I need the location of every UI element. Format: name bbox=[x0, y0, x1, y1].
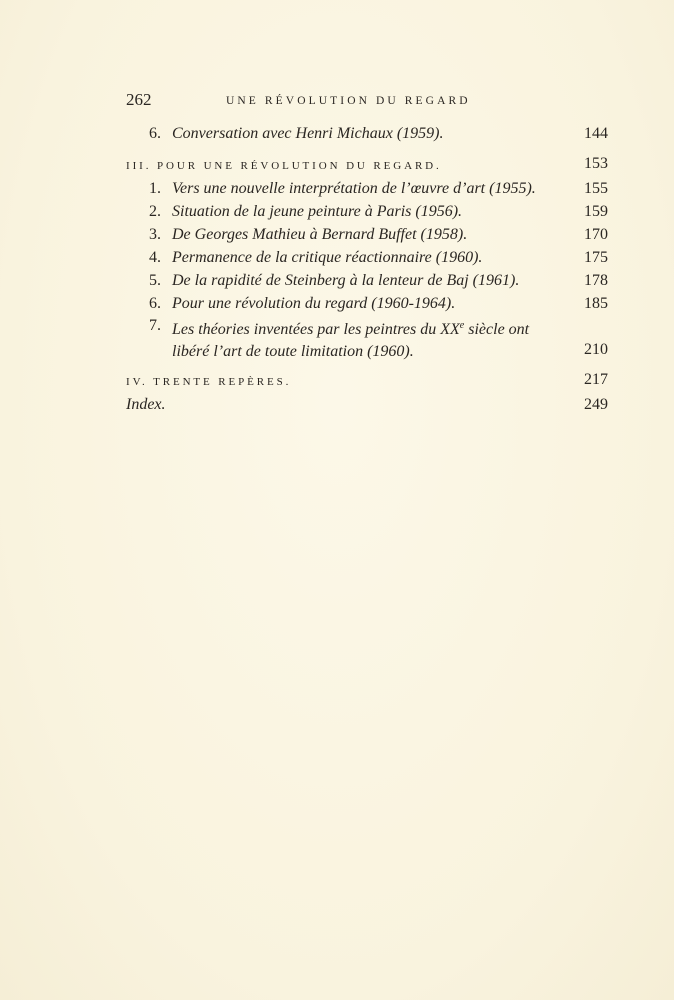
toc-entry-index bbox=[126, 393, 608, 417]
toc-entry bbox=[126, 246, 608, 269]
entry-title: Pour une révolution du regard (1960-1964). bbox=[172, 295, 456, 312]
entry-page: 210 bbox=[584, 341, 608, 358]
page-header bbox=[126, 90, 608, 112]
section-label: IV. TRENTE REPÈRES. bbox=[126, 376, 292, 388]
entry-page: 175 bbox=[584, 249, 608, 266]
entry-number: 6. bbox=[149, 125, 161, 142]
entry-page: 155 bbox=[584, 180, 608, 197]
entry-page: 159 bbox=[584, 203, 608, 220]
running-title: UNE RÉVOLUTION DU REGARD bbox=[226, 95, 471, 107]
toc-entry bbox=[126, 122, 608, 145]
entry-page: 178 bbox=[584, 272, 608, 289]
entry-title: Vers une nouvelle interprétation de l’œuvre d’art (1955). bbox=[172, 180, 536, 197]
section-heading bbox=[126, 151, 608, 177]
entry-number: 6. bbox=[149, 295, 161, 312]
entry-number: 3. bbox=[149, 226, 161, 243]
section-label: III. POUR UNE RÉVOLUTION DU REGARD. bbox=[126, 160, 442, 172]
section-page: 217 bbox=[584, 371, 608, 388]
entry-title: Situation de la jeune peinture à Paris (1956). bbox=[172, 203, 463, 220]
section-page: 153 bbox=[584, 155, 608, 172]
index-label: Index. bbox=[126, 396, 166, 413]
toc-entry bbox=[126, 223, 608, 246]
section-heading bbox=[126, 367, 608, 393]
toc-entry bbox=[126, 177, 608, 200]
entry-number: 4. bbox=[149, 249, 161, 266]
entry-number: 1. bbox=[149, 180, 161, 197]
toc-entry bbox=[126, 200, 608, 223]
entry-page: 170 bbox=[584, 226, 608, 243]
index-page: 249 bbox=[584, 396, 608, 413]
entry-title: De Georges Mathieu à Bernard Buffet (1958). bbox=[172, 226, 468, 243]
entry-title: Les théories inventées par les peintres du XXe siècle ont libéré l’art de toute limitation (1960). bbox=[172, 320, 530, 360]
entry-title: De la rapidité de Steinberg à la lenteur de Baj (1961). bbox=[172, 272, 520, 289]
entry-title: Conversation avec Henri Michaux (1959). bbox=[172, 125, 444, 142]
toc-entry bbox=[126, 315, 608, 361]
table-of-contents bbox=[126, 122, 608, 417]
entry-page: 185 bbox=[584, 295, 608, 312]
toc-entry bbox=[126, 292, 608, 315]
entry-title: Permanence de la critique réactionnaire (1960). bbox=[172, 249, 483, 266]
entry-page: 144 bbox=[584, 125, 608, 142]
entry-number: 2. bbox=[149, 203, 161, 220]
entry-number: 7. bbox=[149, 317, 161, 334]
page-number: 262 bbox=[126, 90, 152, 109]
toc-entry bbox=[126, 269, 608, 292]
entry-number: 5. bbox=[149, 272, 161, 289]
